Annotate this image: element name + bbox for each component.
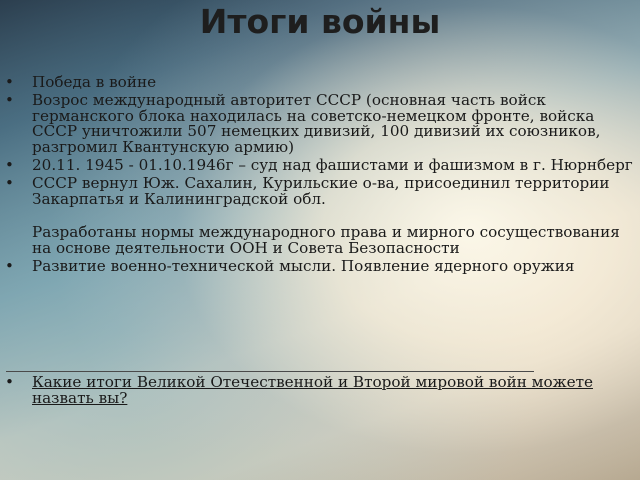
bullet-continuation-un: Разработаны нормы международного права и мирного сосуществования на основе деятельности ООН и Совета Безопасности — [32, 223, 620, 258]
bullet-list — [5, 75, 635, 277]
bullet-victory: • Победа в войне — [5, 75, 635, 91]
divider-line — [6, 371, 534, 372]
bullet-authority: • Возрос международный авторитет СССР (основная часть войск германского блока находилась на советско-немецком фронте, войска СССР уничтожили 507 немецких дивизий, 100 дивизий их союзников, разгромил Квантунскую армию) — [5, 93, 635, 156]
question-link[interactable]: Какие итоги Великой Отечественной и Второй мировой войн можете назвать вы? — [32, 373, 593, 407]
slide-title: Итоги войны — [199, 2, 441, 41]
bullet-territories: • СССР вернул Юж. Сахалин, Курильские о-ва, присоединил территории Закарпатья и Калининградской обл. — [5, 176, 635, 208]
bullet-military-tech: • Развитие военно-технической мысли. Появление ядерного оружия — [5, 259, 635, 275]
bullet-nuremberg: • 20.11. 1945 - 01.10.1946г – суд над фашистами и фашизмом в г. Нюрнберг — [5, 158, 635, 174]
question-list — [5, 375, 635, 407]
question-item — [5, 375, 635, 407]
